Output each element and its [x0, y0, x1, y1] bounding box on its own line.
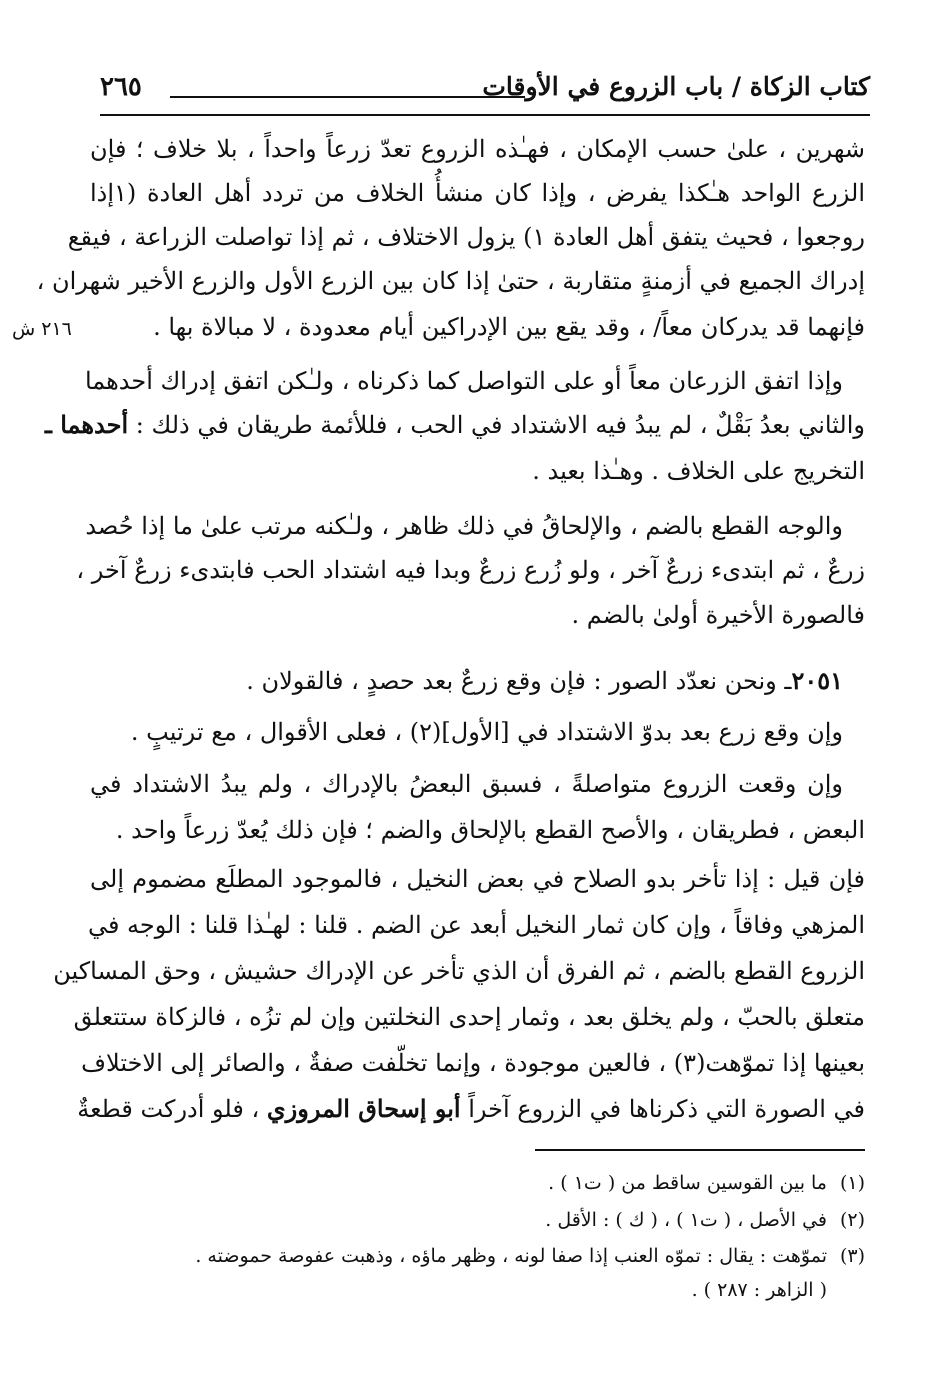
- text-segment: ـ ونحن نعدّد الصور : فإن وقع زرعٌ بعد حصدٍ ، فالقولان .: [246, 667, 792, 695]
- text-line: [44, 404, 865, 448]
- text-line: وإذا اتفق الزرعان معاً أو على التواصل كما ذكرناه ، ولـٰكن اتفق إدراك أحدهما: [84, 367, 843, 395]
- footnote-text: تموّهت : يقال : تموّه العنب إذا صفا لونه ، وظهر ماؤه ، وذهبت عفوصة حموضته .: [195, 1245, 827, 1267]
- first-opinion-term: أحدهما ـ: [44, 410, 129, 439]
- header-title: كتاب الزكاة / باب الزروع في الأوقات: [474, 72, 870, 101]
- text-line: فإنهما قد يدركان معاً/ ، وقد يقع بين الإدراكين أيام معدودة ، لا مبالاة بها .: [153, 313, 865, 341]
- text-line: المزهي وفاقاً ، وإن كان ثمار النخيل أبعد عن الضم . قلنا : لهـٰذا قلنا : الوجه في: [87, 911, 865, 939]
- margin-page-reference: ٢١٦ ش: [12, 318, 72, 340]
- text-line: الزروع القطع بالضم ، ثم الفرق أن الذي تأخر عن الإدراك حشيش ، وحق المساكين: [53, 957, 865, 985]
- text-line: زرعٌ ، ثم ابتدىء زرعٌ آخر ، ولو زُرع زرعٌ وبدا فيه اشتداد الحب فابتدىء زرعٌ آخر ،: [76, 556, 865, 584]
- page-number: ٢٦٥: [100, 72, 142, 102]
- text-line: التخريج على الخلاف . وهـٰذا بعيد .: [532, 457, 865, 485]
- text-line: فإن قيل : إذا تأخر بدو الصلاح في بعض النخيل ، فالموجود المطلَع مضموم إلى: [90, 865, 865, 893]
- running-header: [100, 70, 870, 116]
- scholar-name: أبو إسحاق المروزي: [266, 1094, 461, 1123]
- footnote-number: (١): [839, 1172, 865, 1194]
- footnote-text: في الأصل ، ( ت١ ) ، ( ك ) : الأقل .: [545, 1209, 827, 1231]
- text-line: البعض ، فطريقان ، والأصح القطع بالإلحاق والضم ؛ فإن ذلك يُعدّ زرعاً واحد .: [115, 816, 865, 844]
- header-rule: [170, 96, 525, 98]
- text-segment: والثاني بعدُ بَقْلٌ ، لم يبدُ فيه الاشتداد في الحب ، فللأئمة طريقان في ذلك :: [135, 411, 865, 439]
- text-line: متعلق بالحبّ ، ولم يخلق بعد ، وثمار إحدى النخلتين وإن لم تزُه ، فالزكاة ستتعلق: [73, 1003, 865, 1031]
- footnote-text: ( الزاهر : ٢٨٧ ) .: [691, 1279, 827, 1301]
- footnote-number: (٣): [839, 1245, 865, 1267]
- text-line: وإن وقعت الزروع متواصلةً ، فسبق البعضُ بالإدراك ، ولم يبدُ الاشتداد في: [90, 770, 843, 798]
- text-line: الزرع الواحد هـٰكذا يفرض ، وإذا كان منشأُ الخلاف من تردد أهل العادة (١إذا: [90, 179, 865, 207]
- issue-number: ٢٠٥١: [791, 666, 843, 695]
- footnote-text: ما بين القوسين ساقط من ( ت١ ) .: [548, 1172, 827, 1194]
- text-segment: في الصورة التي ذكرناها في الزروع آخراً: [468, 1095, 865, 1123]
- text-line: إدراك الجميع في أزمنةٍ متقاربة ، حتىٰ إذا كان بين الزرع الأول والزرع الأخير شهران ،: [36, 267, 865, 295]
- text-line: وإن وقع زرع بعد بدوّ الاشتداد في [الأول](٢) ، فعلى الأقوال ، مع ترتيبٍ .: [130, 718, 843, 746]
- text-line: فالصورة الأخيرة أولىٰ بالضم .: [571, 601, 865, 629]
- text-line: [77, 1088, 865, 1132]
- footnote: [90, 1168, 865, 1200]
- text-segment: ، فلو أدركت قطعةٌ: [77, 1095, 260, 1123]
- footnote: [90, 1241, 865, 1273]
- footnote: [90, 1275, 865, 1307]
- footnote: [90, 1205, 865, 1237]
- text-line: شهرين ، علىٰ حسب الإمكان ، فهـٰذه الزروع تعدّ زرعاً واحداً ، بلا خلاف ؛ فإن: [90, 135, 865, 163]
- text-line: [90, 660, 865, 704]
- text-line: بعينها إذا تموّهت(٣) ، فالعين موجودة ، وإنما تخلّفت صفةٌ ، والصائر إلى الاختلاف: [81, 1049, 865, 1077]
- footnote-separator: [535, 1149, 865, 1151]
- text-line: والوجه القطع بالضم ، والإلحاقُ في ذلك ظاهر ، ولـٰكنه مرتب علىٰ ما إذا حُصد: [85, 512, 843, 540]
- footnote-number: (٢): [839, 1209, 865, 1231]
- text-line: روجعوا ، فحيث يتفق أهل العادة ١) يزول الاختلاف ، ثم إذا تواصلت الزراعة ، فيقع: [67, 223, 865, 251]
